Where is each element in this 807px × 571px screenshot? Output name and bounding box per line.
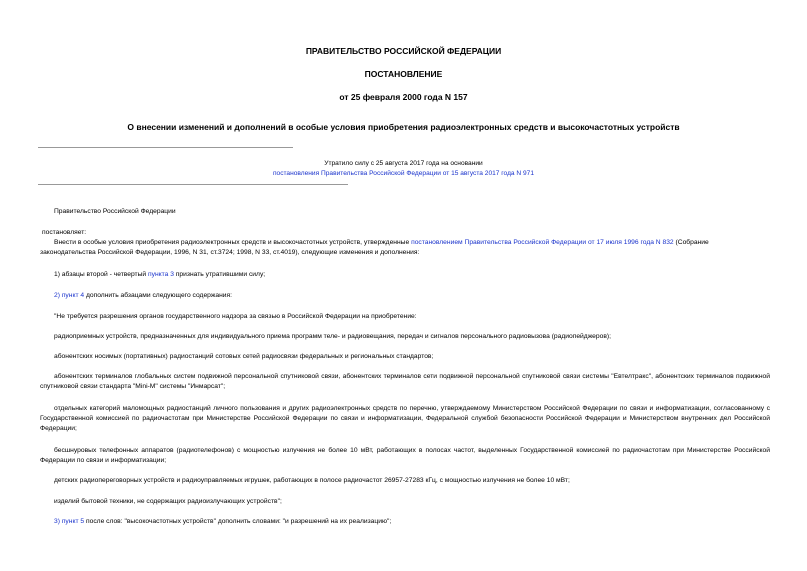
item-1-text-b: признать утратившими силу; <box>173 271 266 278</box>
quote-1: "Не требуется разрешения органов государственного надзора за связью в Российской Федерации на приобретение: <box>54 313 417 320</box>
item-1 <box>40 270 770 280</box>
government-heading: ПРАВИТЕЛЬСТВО РОССИЙСКОЙ ФЕДЕРАЦИИ <box>305 46 502 56</box>
repeal-decree-link[interactable]: постановления Правительства Российской Федерации от 15 августа 2017 года N 971 <box>272 170 535 177</box>
item-1-text-a: 1) абзацы второй - четвертый <box>54 271 148 278</box>
item-3-number-link[interactable]: 3) <box>54 518 60 525</box>
document-title: О внесении изменений и дополнений в особые условия приобретения радиоэлектронных средств и высокочастотных устройств <box>127 122 680 132</box>
decrees-line: постановляет: <box>42 229 87 236</box>
item-3-text: после слов: "высокочастотных устройств" дополнить словами: "и разрешений на их реализацию"; <box>84 518 392 525</box>
paragraph-intro <box>40 238 770 258</box>
paragraph-intro-text-b: (Собрание <box>673 239 709 246</box>
quote-7: детских радиопереговорных устройств и радиоуправляемых игрушек, работающих в полосе радиочастот 26957-27283 кГц, с мощностью излучения не более 10 мВт; <box>54 477 570 484</box>
item-2-text: дополнить абзацами следующего содержания: <box>84 292 232 299</box>
status-bottom-rule <box>38 184 348 185</box>
item-2 <box>40 291 770 301</box>
paragraph-intro-text-c: законодательства Российской Федерации, 1996, N 31, ст.3724; 1998, N 33, ст.4019), следующие изменения и дополнения: <box>40 249 420 256</box>
paragraph-intro-text-a: Внести в особые условия приобретения радиоэлектронных средств и высокочастотных устройств, утвержденные <box>54 239 412 246</box>
date-number: от 25 февраля 2000 года N 157 <box>339 92 468 102</box>
decree-832-link[interactable]: постановлением Правительства Российской Федерации от 17 июля 1996 года N 832 <box>411 239 674 246</box>
document-type: ПОСТАНОВЛЕНИЕ <box>364 69 443 79</box>
status-link-line <box>0 170 807 177</box>
point-3-link[interactable]: пункта 3 <box>148 271 174 278</box>
point-4-link[interactable]: пункт 4 <box>61 292 85 299</box>
quote-6: бесшнуровых телефонных аппаратов (радиотелефонов) с мощностью излучения не более 10 мВт, работающих в полосах частот, выделенных Государственной комиссией по радиочастотам при Министерстве Российской Федерации по связи и информатизации; <box>40 447 770 464</box>
quote-8: изделий бытовой техники, не содержащих радиоизлучающих устройств"; <box>54 498 282 505</box>
government-line: Правительство Российской Федерации <box>54 208 176 215</box>
item-3 <box>40 517 770 527</box>
status-line: Утратило силу с 25 августа 2017 года на основании <box>324 160 483 167</box>
quote-5: отдельных категорий маломощных радиостанций личного пользования и других радиоэлектронных средств по перечню, утверждаемому Министерством Российской Федерации по связи и информатизации, согласованному с Государственной комиссией по радиочастотам при Министерстве Российской Федерации по связи и информатизации, Федеральной службой безопасности Российской Федерации и Министерством внутренних дел Российской Федерации; <box>40 405 770 432</box>
quote-3: абонентских носимых (портативных) радиостанций сотовых сетей радиосвязи федеральных и региональных стандартов; <box>54 353 434 360</box>
status-top-rule <box>38 147 293 148</box>
item-2-number-link[interactable]: 2) <box>54 292 60 299</box>
point-5-link[interactable]: пункт 5 <box>61 518 85 525</box>
quote-4: абонентских терминалов глобальных систем подвижной персональной спутниковой связи, абонентских терминалов сети подвижной персональной спутниковой связи системы "Евтелтракс", абонентских терминалов подвижной спутниковой связи стандарта "Mini-M" системы "Инмарсат"; <box>40 373 770 390</box>
quote-2: радиоприемных устройств, предназначенных для индивидуального приема программ теле- и радиовещания, передач и сигналов персонального радиовызова (радиопейджеров); <box>54 333 611 340</box>
